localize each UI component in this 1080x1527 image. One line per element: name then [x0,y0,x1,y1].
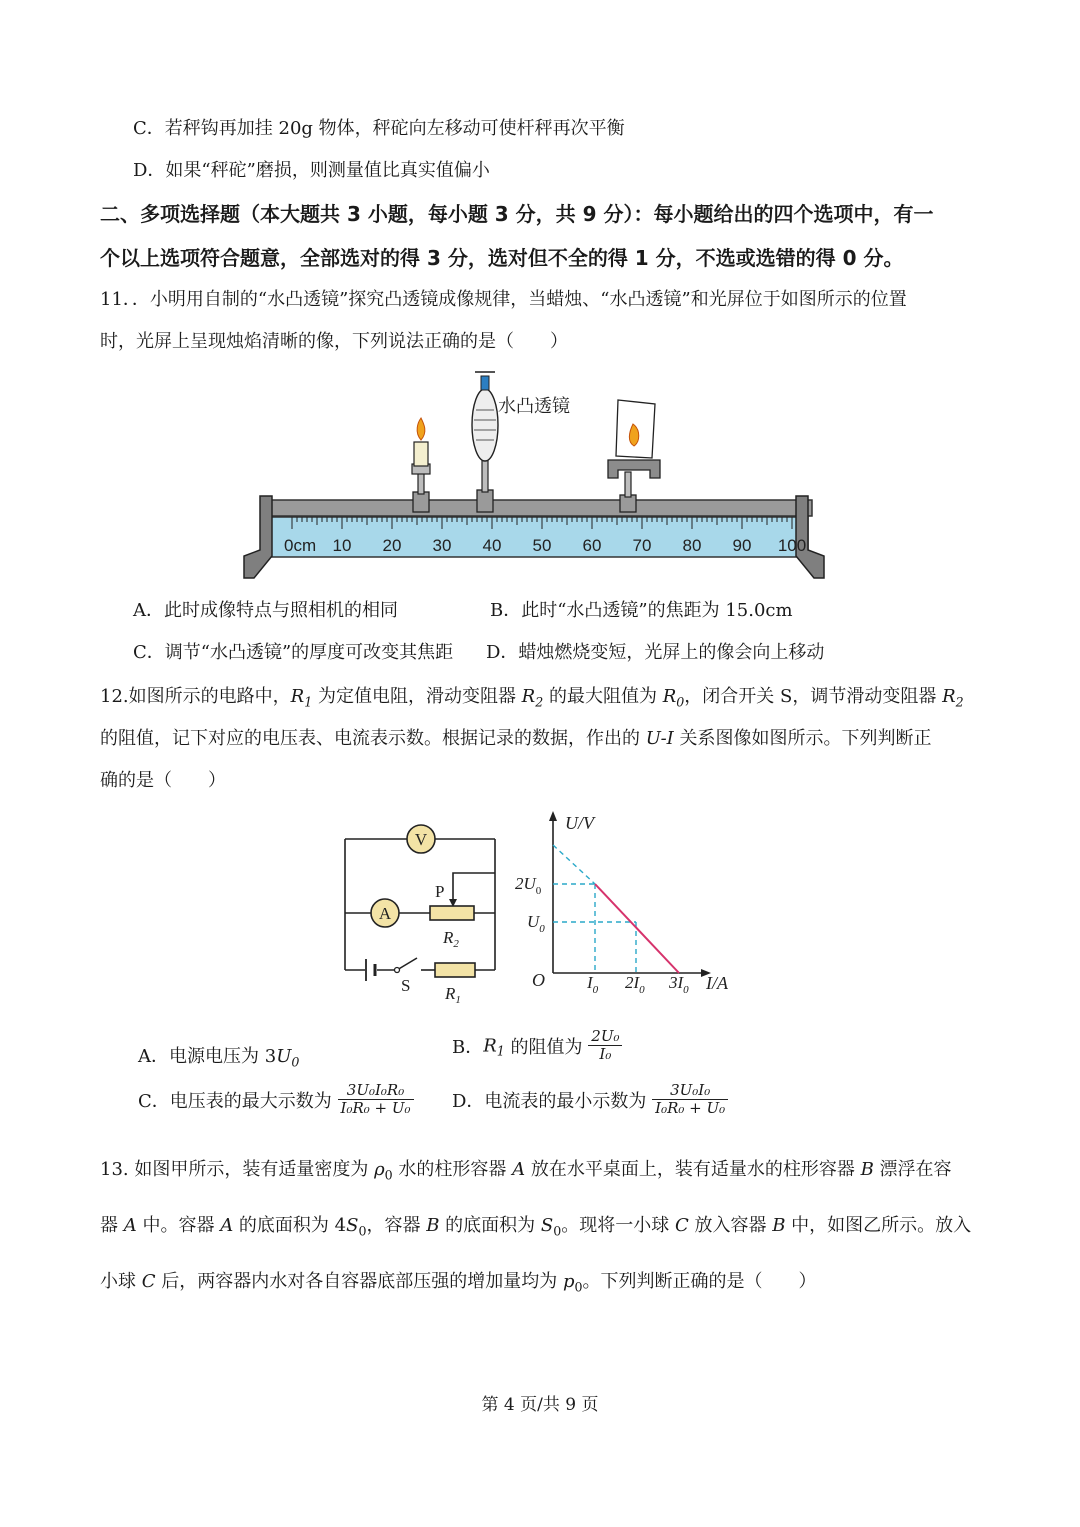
q13-line1: 13. 如图甲所示，装有适量密度为 $\rho_0$ 水的柱形容器 A 放在水平桌面上，装有适量水的柱形容器 B 漂浮在容 [100,1159,952,1183]
ruler-label: 50 [532,536,552,555]
q13-line2: 器 A 中。容器 A 的底面积为 $4S_0$，容器 B 的底面积为 $S_0$。现将一小球 C 放入容器 B 中，如图乙所示。放入 [100,1215,972,1239]
ui-graph [505,805,750,1005]
q12-option-c-fraction: $\frac{\text{3U₀I₀R₀}}{\text{I₀R₀ + U₀}}$ [338,1082,414,1118]
q10-option-c: C．若秤钩再加挂 20g 物体，秤砣向左移动可使杆秤再次平衡 [133,118,625,139]
section-heading-line1: 二、多项选择题（本大题共 3 小题，每小题 3 分，共 9 分）：每小题给出的四个选项中，有一 [100,202,934,226]
q11-stem-line2: 时，光屏上呈现烛焰清晰的像，下列说法正确的是（ ） [100,331,568,352]
switch-pivot [395,968,400,973]
ruler-label: 70 [632,536,652,555]
q12-stem-line2: 的阻值，记下对应的电压表、电流表示数。根据记录的数据，作出的 U-I 关系图像如图所示。下列判断正 [100,728,932,749]
q12-option-b: B．$R_1$ 的阻值为 $\frac{\text{2U₀}}{\text{I₀}}$ [452,1028,622,1064]
x-tick-i0: $I_0$ [587,973,599,996]
q12-stem-line3: 确的是（ ） [100,770,226,791]
circuit-diagram [335,815,510,1015]
ruler-label: 100 [777,536,807,555]
candle-assembly [412,418,430,512]
x-axis-label: I/A [706,973,728,993]
q13-line3: 小球 C 后，两容器内水对各自容器底部压强的增加量均为 $p_0$。下列判断正确的是（ ） [100,1271,817,1295]
section-heading-line2: 个以上选项符合题意，全部选对的得 3 分，选对但不全的得 1 分，不选或选错的得 0 分。 [100,246,904,270]
voltmeter-label: V [414,830,428,849]
ruler-label: 80 [682,536,702,555]
r1-label: $R_1$ [445,984,461,1006]
rheostat-r2 [430,906,474,920]
r2-label: $R_2$ [443,928,459,950]
x-tick-3i0: $3I_0$ [669,973,689,996]
y-tick-u0: $U_0$ [527,912,545,935]
left-end-stand [244,496,272,578]
candle-flame [417,418,425,440]
ui-line [595,884,679,973]
screen-assembly [608,400,660,512]
q12-option-c: C．电压表的最大示数为 $\frac{\text{3U₀I₀R₀}}{\text{I₀R₀ + U₀}}$ [138,1082,414,1118]
ruler-label: 90 [732,536,752,555]
q11-option-d: D．蜡烛燃烧变短，光屏上的像会向上移动 [486,642,825,663]
slider-label: P [435,882,445,901]
ruler-label: 10 [332,536,352,555]
q12-option-b-fraction: $\frac{\text{2U₀}}{\text{I₀}}$ [588,1028,622,1064]
origin-label: O [532,970,545,990]
optical-bench-figure [240,360,840,585]
y-tick-2u0: $2U_0$ [515,874,542,897]
q10-option-d: D．如果“秤砣”磨损，则测量值比真实值偏小 [133,160,490,181]
ammeter-label: A [378,904,392,923]
ruler-label: 60 [582,536,602,555]
y-axis-label: U/V [565,813,594,833]
q12-option-d: D．电流表的最小示数为 $\frac{\text{3U₀I₀}}{\text{I₀R₀ + U₀}}$ [452,1082,728,1118]
ruler-label: 20 [382,536,402,555]
resistor-r1 [435,963,475,977]
q12-option-d-fraction: $\frac{\text{3U₀I₀}}{\text{I₀R₀ + U₀}}$ [652,1082,728,1118]
q11-option-b: B．此时“水凸透镜”的焦距为 15.0cm [490,600,793,621]
bench-rail-top [262,500,812,516]
switch-label: S [401,976,411,995]
q12-stem-line1: 12.如图所示的电路中，$R_1$ 为定值电阻，滑动变阻器 $R_2$ 的最大阻值为 $R_0$，闭合开关 S，调节滑动变阻器 $R_2$ [100,686,964,710]
lens-label: 水凸透镜 [498,396,570,416]
extension-line [553,845,595,884]
water-lens-assembly [472,372,498,512]
ruler-label: 30 [432,536,452,555]
q11-option-c: C．调节“水凸透镜”的厚度可改变其焦距 [133,642,454,663]
x-tick-2i0: $2I_0$ [625,973,645,996]
ruler-label: 40 [482,536,502,555]
q11-option-a: A．此时成像特点与照相机的相同 [133,600,398,621]
page-footer: 第 4 页/共 9 页 [481,1395,599,1415]
q12-option-a: A．电源电压为 $3U_0$ [138,1046,300,1070]
q11-stem-line1: 11．．小明用自制的“水凸透镜”探究凸透镜成像规律，当蜡烛、“水凸透镜”和光屏位于如图所示的位置 [100,289,907,310]
ruler-label: 0cm [284,536,317,555]
